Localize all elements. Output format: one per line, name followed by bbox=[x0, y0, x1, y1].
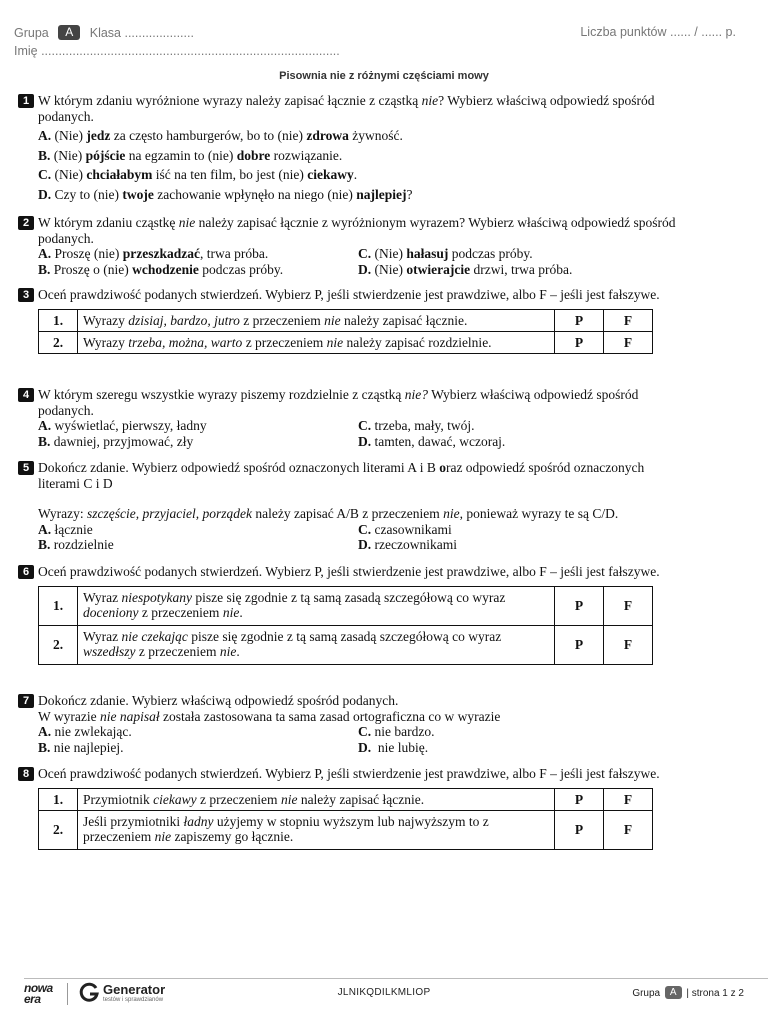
answer-false-cell[interactable]: F bbox=[604, 810, 653, 849]
question-8 bbox=[22, 766, 678, 850]
question-number: 6 bbox=[18, 565, 34, 579]
row-number: 1. bbox=[39, 788, 78, 810]
group-field bbox=[14, 25, 194, 40]
generator-subtitle: testów i sprawdzianów bbox=[103, 997, 164, 1003]
answer-option-d[interactable]: D. Czy to (nie) twoje zachowanie wpłynęło na niego (nie) najlepiej? bbox=[38, 186, 413, 202]
statement: Wyrazy trzeba, można, warto z przeczeniem nie należy zapisać rozdzielnie. bbox=[78, 331, 555, 353]
answer-option-d[interactable]: D. rzeczownikami bbox=[358, 537, 457, 553]
statement: Wyraz niespotykany pisze się zgodnie z tą samą zasadą szczegółową co wyraz doceniony z przeczeniem nie. bbox=[78, 586, 555, 625]
question-stem: Oceń prawdziwość podanych stwierdzeń. Wybierz P, jeśli stwierdzenie jest prawdziwe, albo F – jeśli jest fałszywe. bbox=[38, 564, 660, 579]
answer-option-a[interactable]: A. Proszę (nie) przeszkadzać, trwa próba. bbox=[38, 246, 269, 262]
row-number: 2. bbox=[39, 625, 78, 664]
answer-option-c[interactable]: C. nie bardzo. bbox=[358, 724, 435, 740]
question-number: 8 bbox=[18, 767, 34, 781]
question-sentence: W wyrazie nie napisał została zastosowana ta sama zasad ortograficzna co w wyrazie bbox=[38, 708, 501, 724]
question-7 bbox=[22, 693, 678, 755]
question-number: 4 bbox=[18, 388, 34, 402]
answer-option-b[interactable]: B. dawniej, przyjmować, zły bbox=[38, 433, 194, 449]
answer-option-d[interactable]: D. (Nie) otwierajcie drzwi, trwa próba. bbox=[358, 261, 573, 277]
footer-group-label: Grupa bbox=[632, 988, 661, 999]
answer-true-cell[interactable]: P bbox=[555, 810, 604, 849]
generator-title: Generator bbox=[103, 982, 166, 997]
question-stem: Dokończ zdanie. Wybierz odpowiedź spośród oznaczonych literami A i B oraz odpowiedź spośród oznaczonych literami C i D bbox=[38, 460, 645, 491]
question-4 bbox=[22, 387, 678, 449]
answer-option-d[interactable]: D. tamten, dawać, wczoraj. bbox=[358, 433, 506, 449]
footer-group-badge: A bbox=[665, 986, 682, 999]
page-number: | strona 1 z 2 bbox=[686, 988, 744, 999]
question-number: 3 bbox=[18, 288, 34, 302]
true-false-table bbox=[38, 788, 653, 850]
table-row bbox=[39, 788, 653, 810]
answer-option-a[interactable]: A. wyświetlać, pierwszy, ładny bbox=[38, 418, 207, 434]
question-number: 5 bbox=[18, 461, 34, 475]
row-number: 1. bbox=[39, 309, 78, 331]
answer-false-cell[interactable]: F bbox=[604, 586, 653, 625]
question-number: 2 bbox=[18, 216, 34, 230]
table-row bbox=[39, 586, 653, 625]
page-title: Pisownia nie z różnymi częściami mowy bbox=[279, 70, 489, 82]
answer-true-cell[interactable]: P bbox=[555, 586, 604, 625]
statement: Jeśli przymiotniki ładny użyjemy w stopniu wyższym lub najwyższym to z przeczeniem nie zapiszemy go łącznie. bbox=[78, 810, 555, 849]
row-number: 1. bbox=[39, 586, 78, 625]
table-row bbox=[39, 309, 653, 331]
question-5 bbox=[22, 460, 678, 553]
answer-option-c[interactable]: C. (Nie) chciałabym iść na ten film, bo jest (nie) ciekawy. bbox=[38, 167, 358, 183]
class-label: Klasa .................... bbox=[89, 26, 194, 40]
footer-page-info bbox=[632, 986, 744, 999]
answer-false-cell[interactable]: F bbox=[604, 309, 653, 331]
answer-option-c[interactable]: C. (Nie) hałasuj podczas próby. bbox=[358, 246, 533, 262]
question-stem: W którym zdaniu cząstkę nie należy zapisać łącznie z wyróżnionym wyrazem? Wybierz właściwą odpowiedź spośród podanych. bbox=[38, 215, 676, 246]
question-stem: Oceń prawdziwość podanych stwierdzeń. Wybierz P, jeśli stwierdzenie jest prawdziwe, albo F – jeśli jest fałszywe. bbox=[38, 766, 660, 781]
answer-option-b[interactable]: B. Proszę o (nie) wchodzenie podczas próby. bbox=[38, 261, 284, 277]
points-label: Liczba punktów ...... / ...... p. bbox=[580, 25, 736, 39]
table-row bbox=[39, 810, 653, 849]
question-number: 1 bbox=[18, 94, 34, 108]
answer-option-b[interactable]: B. rozdzielnie bbox=[38, 537, 114, 553]
answer-option-b[interactable]: B. nie najlepiej. bbox=[38, 739, 124, 755]
question-3 bbox=[22, 287, 678, 354]
question-6 bbox=[22, 564, 678, 665]
answer-false-cell[interactable]: F bbox=[604, 625, 653, 664]
answer-option-a[interactable]: A. (Nie) jedz za często hamburgerów, bo to (nie) zdrowa żywność. bbox=[38, 128, 403, 144]
group-badge: A bbox=[58, 25, 80, 40]
answer-true-cell[interactable]: P bbox=[555, 788, 604, 810]
statement: Wyrazy dzisiaj, bardzo, jutro z przeczeniem nie należy zapisać łącznie. bbox=[78, 309, 555, 331]
table-row bbox=[39, 331, 653, 353]
question-stem: W którym zdaniu wyróżnione wyrazy należy zapisać łącznie z cząstką nie? Wybierz właściwą odpowiedź spośród podanych. bbox=[38, 93, 655, 124]
nowa-era-logo: nowa era bbox=[24, 981, 53, 1006]
answer-true-cell[interactable]: P bbox=[555, 625, 604, 664]
group-label: Grupa bbox=[14, 26, 49, 40]
name-label: Imię ...................................................................................... bbox=[14, 44, 340, 58]
question-number: 7 bbox=[18, 694, 34, 708]
table-row bbox=[39, 625, 653, 664]
true-false-table bbox=[38, 309, 653, 354]
answer-true-cell[interactable]: P bbox=[555, 309, 604, 331]
test-code: JLNIKQDILKMLIOP bbox=[337, 987, 431, 998]
answer-option-d[interactable]: D. nie lubię. bbox=[358, 739, 429, 755]
question-1 bbox=[22, 93, 678, 203]
answer-option-c[interactable]: C. czasownikami bbox=[358, 521, 452, 537]
answer-option-b[interactable]: B. (Nie) pójście na egzamin to (nie) dobre rozwiązanie. bbox=[38, 147, 343, 163]
answer-option-a[interactable]: A. łącznie bbox=[38, 521, 93, 537]
row-number: 2. bbox=[39, 331, 78, 353]
statement: Wyraz nie czekając pisze się zgodnie z tą samą zasadą szczegółową co wyraz wszedłszy z przeczeniem nie. bbox=[78, 625, 555, 664]
answer-false-cell[interactable]: F bbox=[604, 331, 653, 353]
question-sentence: Wyrazy: szczęście, przyjaciel, porządek należy zapisać A/B z przeczeniem nie, ponieważ wyrazy te są C/D. bbox=[38, 506, 619, 522]
footer-divider bbox=[24, 978, 768, 979]
question-stem: Dokończ zdanie. Wybierz właściwą odpowiedź spośród podanych. bbox=[38, 693, 399, 708]
question-2 bbox=[22, 215, 678, 277]
answer-true-cell[interactable]: P bbox=[555, 331, 604, 353]
true-false-table bbox=[38, 586, 653, 665]
row-number: 2. bbox=[39, 810, 78, 849]
question-stem: W którym szeregu wszystkie wyrazy piszemy rozdzielnie z cząstką nie? Wybierz właściwą odpowiedź spośród podanych. bbox=[38, 387, 639, 418]
question-stem: Oceń prawdziwość podanych stwierdzeń. Wybierz P, jeśli stwierdzenie jest prawdziwe, albo F – jeśli jest fałszywe. bbox=[38, 287, 660, 302]
answer-option-c[interactable]: C. trzeba, mały, twój. bbox=[358, 418, 475, 434]
answer-option-a[interactable]: A. nie zwlekając. bbox=[38, 724, 132, 740]
statement: Przymiotnik ciekawy z przeczeniem nie należy zapisać łącznie. bbox=[78, 788, 555, 810]
answer-false-cell[interactable]: F bbox=[604, 788, 653, 810]
